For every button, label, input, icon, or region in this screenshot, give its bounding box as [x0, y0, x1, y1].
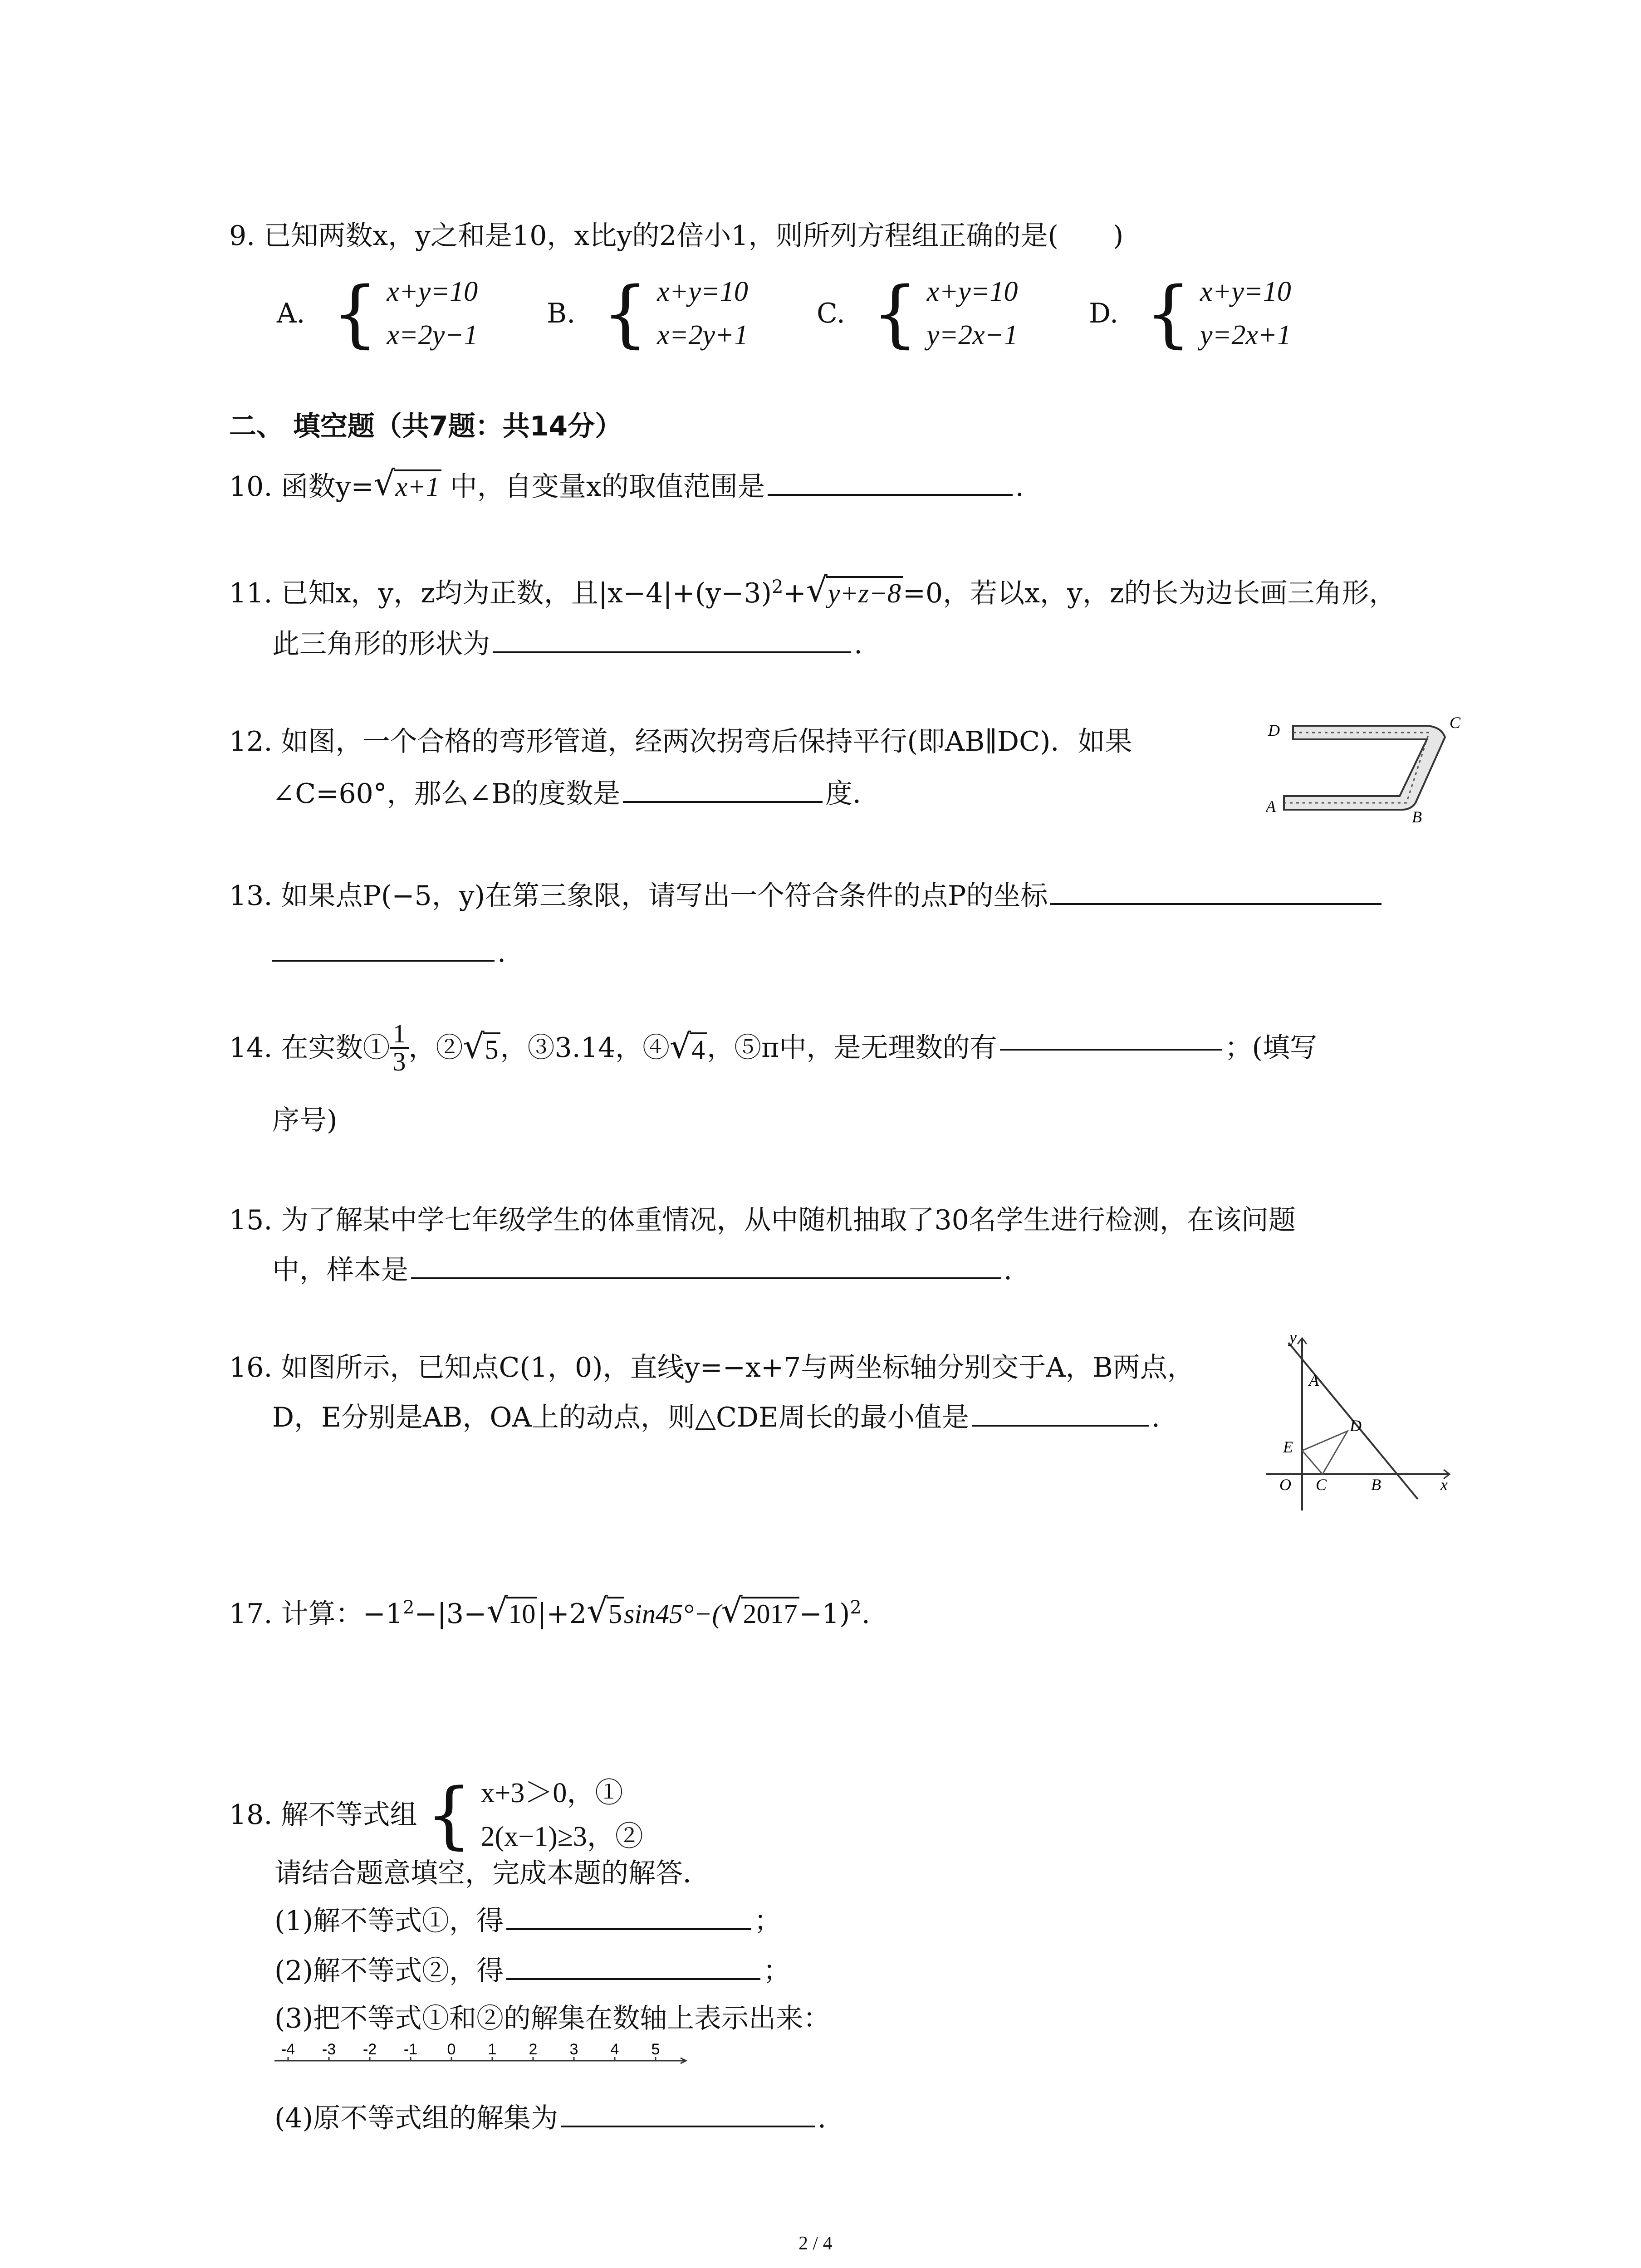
- number-line-label: 3: [569, 2043, 578, 2058]
- q11-line1: 11. 已知x，y，z均为正数，且$|x-4|+(y-3)^2+$ √ y+z−8=0，若以x，y，z的长为边长画三角形，: [229, 571, 1396, 610]
- label-d: D: [1350, 1417, 1362, 1435]
- sqrt-icon: √ 10: [486, 1597, 537, 1628]
- q9-option-c: C. { x+y=10 y=2x−1: [817, 271, 1018, 356]
- q15-line1: 15. 为了解某中学七年级学生的体重情况，从中随机抽取了30名学生进行检测，在该问题: [229, 1204, 1296, 1236]
- q12-line2: ∠C=60°，那么∠B的度数是 度．: [272, 778, 880, 810]
- q10: 10. 函数y= √ x+1 中，自变量x的取值范围是 .: [229, 464, 1024, 503]
- label-a: A: [1266, 797, 1276, 816]
- number-line-label: 5: [651, 2043, 660, 2058]
- number-line-label: 4: [610, 2043, 619, 2058]
- q18-stem: 18. 解不等式组 { x+3＞0，① 2(x−1)≥3，②: [229, 1772, 643, 1857]
- sqrt-icon: √ y+z−8: [806, 576, 903, 607]
- q9-option-a: A. { x+y=10 x=2y−1: [277, 271, 478, 356]
- fraction: $\frac{1}{3}$: [390, 1021, 409, 1075]
- q9-option-d: D. { x+y=10 y=2x+1: [1089, 271, 1291, 356]
- answer-blank[interactable]: [506, 1975, 760, 1980]
- q12-line1: 12. 如图，一个合格的弯形管道，经两次拐弯后保持平行(即AB∥DC)．如果: [229, 726, 1132, 758]
- label-b: B: [1412, 808, 1422, 823]
- number-line-label: -2: [362, 2043, 377, 2058]
- q14-line2: 序号): [272, 1105, 338, 1136]
- brace-icon: {: [602, 271, 649, 356]
- q14-line1: 14. 在实数① $\frac{1}{3}$ ，② √ 5，③3.14，④ √ 4，⑤π中，是无理数的有 ；(填写: [229, 1019, 1317, 1076]
- answer-blank[interactable]: [506, 1925, 751, 1930]
- pipe-figure: [1266, 710, 1470, 823]
- q17: 17. 计算：$-1^2-|3-$ √ 10|+2 √ 5sin45°−( √ 2017−1)$^2$.: [229, 1591, 870, 1630]
- label-y: y: [1289, 1329, 1297, 1346]
- brace-icon: {: [872, 271, 918, 356]
- q18-step1: (1)解不等式①，得 ；: [274, 1905, 781, 1937]
- sqrt-icon: √ 4: [670, 1032, 707, 1063]
- number-line[interactable]: [274, 2043, 696, 2071]
- q18-step4: (4)原不等式组的解集为 .: [274, 2102, 827, 2134]
- answer-blank[interactable]: [411, 1274, 1001, 1279]
- q13-line1: 13. 如果点P(−5，y)在第三象限，请写出一个符合条件的点P的坐标: [229, 882, 1384, 909]
- label-o: O: [1279, 1476, 1291, 1494]
- sqrt-icon: √ 5: [463, 1032, 500, 1063]
- label-x: x: [1440, 1476, 1448, 1494]
- number-line-label: -3: [322, 2043, 336, 2058]
- label-e: E: [1283, 1438, 1293, 1456]
- q9-stem: 9. 已知两数x，y之和是10，x比y的2倍小1，则所列方程组正确的是( ): [229, 220, 1124, 252]
- number-line-label: -4: [281, 2043, 295, 2058]
- q11-line2: 此三角形的形状为 .: [272, 628, 863, 660]
- brace-icon: {: [1145, 271, 1191, 356]
- q13-line2: .: [272, 939, 506, 966]
- sqrt-icon: √ 2017: [721, 1597, 799, 1628]
- label-c: C: [1450, 714, 1461, 732]
- sqrt-icon: √ x+1: [374, 469, 441, 500]
- q18-step2: (2)解不等式②，得 ；: [274, 1955, 790, 1987]
- label-d: D: [1268, 721, 1280, 739]
- number-line-label: -1: [403, 2043, 418, 2058]
- label-c: C: [1316, 1476, 1327, 1494]
- answer-blank[interactable]: [972, 1421, 1149, 1427]
- answer-blank[interactable]: [623, 797, 823, 803]
- answer-blank[interactable]: [1000, 1045, 1222, 1051]
- q9-option-b: B. { x+y=10 x=2y+1: [547, 271, 748, 356]
- sqrt-icon: √ 5: [587, 1597, 624, 1628]
- q18-step3: (3)把不等式①和②的解集在数轴上表示出来：: [274, 2003, 830, 2034]
- answer-blank[interactable]: [493, 648, 851, 653]
- section-title: 二、 填空题（共7题：共14分）: [229, 411, 622, 442]
- q18-instruction: 请结合题意填空，完成本题的解答．: [274, 1857, 710, 1889]
- q15-line2: 中，样本是 .: [272, 1254, 1013, 1286]
- brace-icon: {: [332, 271, 378, 356]
- label-a: A: [1309, 1371, 1319, 1389]
- q16-line2: D，E分别是AB，OA上的动点，则△CDE周长的最小值是 .: [272, 1402, 1160, 1433]
- coordinate-figure: [1257, 1329, 1456, 1520]
- answer-blank[interactable]: [768, 490, 1013, 496]
- answer-blank[interactable]: [272, 956, 495, 962]
- number-line-label: 0: [447, 2043, 456, 2058]
- q16-line1: 16. 如图所示，已知点C(1，0)，直线y=−x+7与两坐标轴分别交于A，B两点，: [229, 1352, 1195, 1383]
- number-line-label: 2: [529, 2043, 538, 2058]
- label-b: B: [1371, 1476, 1381, 1494]
- number-line-label: 1: [488, 2043, 497, 2058]
- answer-blank[interactable]: [1050, 899, 1381, 905]
- answer-blank[interactable]: [561, 2122, 815, 2127]
- brace-icon: {: [426, 1772, 472, 1857]
- page-number: 2 / 4: [798, 2233, 833, 2254]
